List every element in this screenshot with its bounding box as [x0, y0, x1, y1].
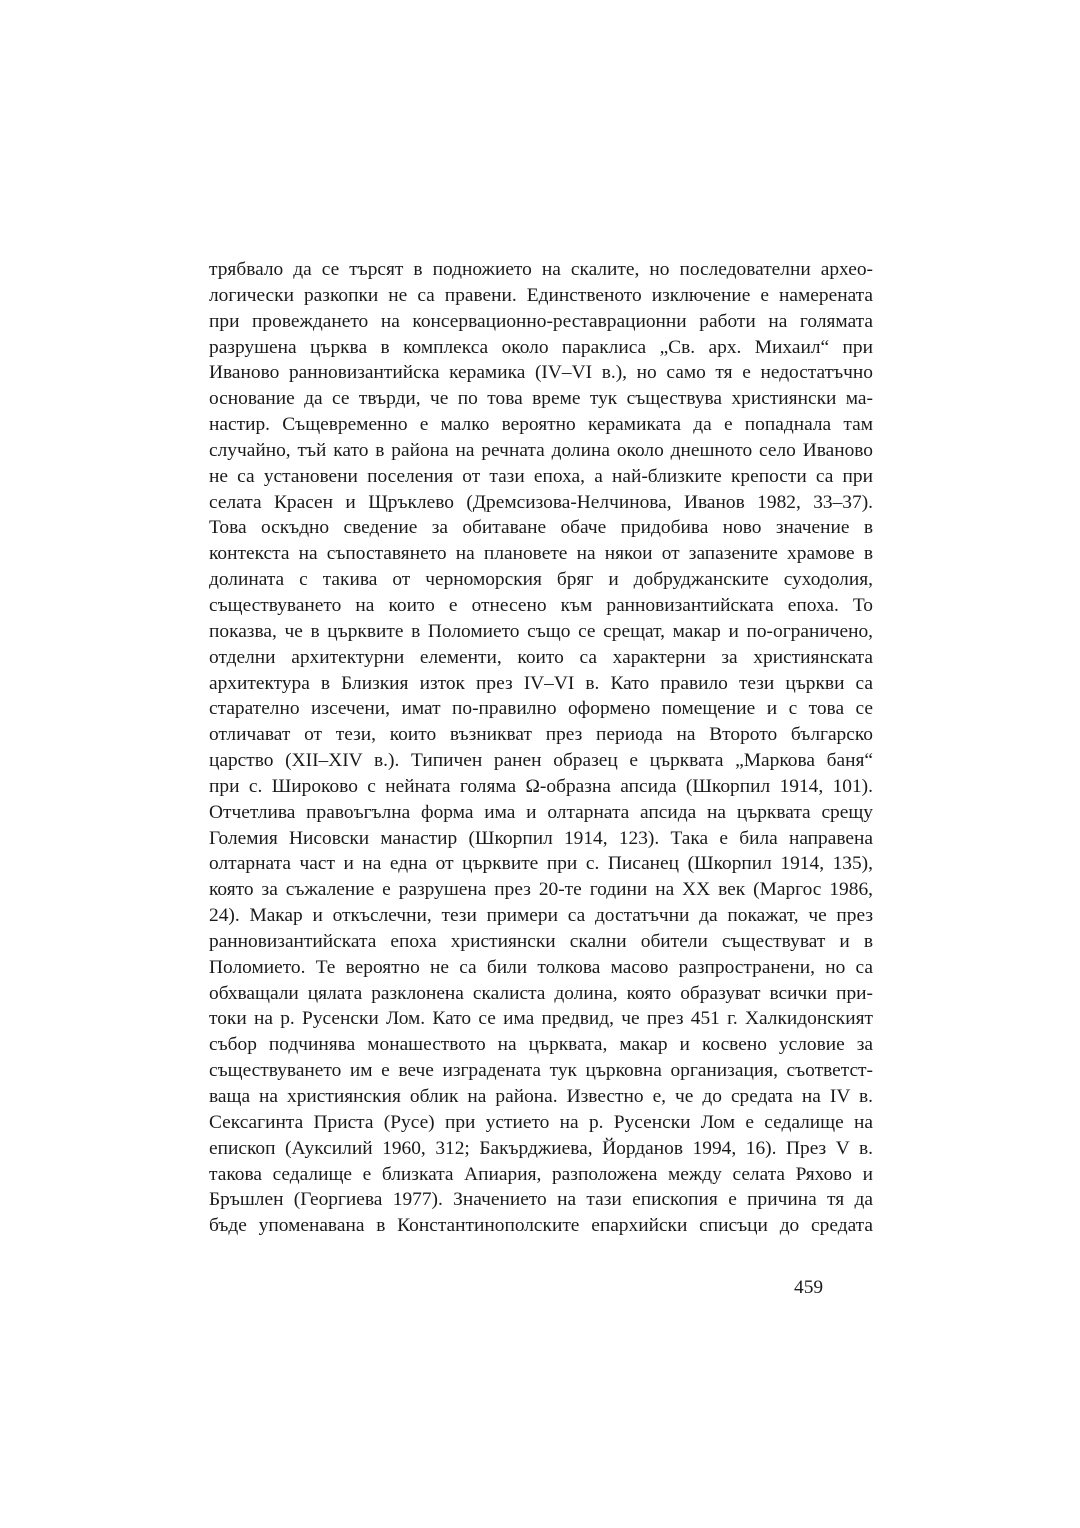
text-line: Сексагинта Приста (Русе) при устието на р. Русенски Лом е седалище на: [209, 1111, 873, 1133]
text-line: Голeмия Нисовски манастир (Шкорпил 1914, 123). Така е била направена: [209, 827, 873, 849]
text-line: при провеждането на консервационно-реставрационни работи на голямата: [209, 310, 873, 332]
text-line: показва, че в църквите в Поломието също се срещат, макар и по-ограничено,: [209, 620, 873, 642]
page-number: 459: [794, 1277, 824, 1298]
text-line: старателно изсечени, имат по-правилно оформено помещение и с това се: [209, 698, 873, 720]
text-line: логически разкопки не са правени. Единственото изключение е намерената: [209, 284, 873, 306]
text-line: токи на р. Русенски Лом. Като се има предвид, че през 451 г. Халкидонският: [209, 1008, 873, 1030]
text-line: такова седалище е близката Апиария, разположена между селата Ряхово и: [209, 1163, 873, 1185]
text-line: не са установени поселения от тази епоха, а най-близките крепости са при: [209, 465, 873, 487]
text-line: ранновизантийската епоха християнски скални обители съществуват и в: [209, 930, 873, 952]
text-line: олтарната част и на една от църквите при с. Писанец (Шкорпил 1914, 135),: [209, 853, 873, 875]
text-line: настир. Същевременно е малко вероятно керамиката да е попаднала там: [209, 414, 873, 436]
text-line: която за съжаление е разрушена през 20-те години на XX век (Маргос 1986,: [209, 879, 873, 901]
text-line: при с. Широково с нейната голяма Ω-образна апсида (Шкорпил 1914, 101).: [209, 775, 873, 797]
text-line: отделни архитектурни елементи, които са характерни за християнската: [209, 646, 873, 668]
text-line: съществуването им е вече изградената тук църковна организация, съответст-: [209, 1060, 873, 1082]
text-line: трябвало да се търсят в подножието на скалите, но последователни архео-: [209, 259, 873, 280]
text-line: Това оскъдно сведение за обитаване обаче придобива ново значение в: [209, 517, 873, 539]
text-line: събор подчинява монашеството на църквата, макар и косвено условие за: [209, 1034, 873, 1056]
text-line: Бръшлен (Георгиева 1977). Значението на тази епископия е причина тя да: [209, 1189, 873, 1211]
text-line: архитектура в Близкия изток през IV–VI в. Като правило тези църкви са: [209, 672, 873, 694]
text-line: разрушена църква в комплекса около параклиса „Св. арх. Михаил“ при: [209, 336, 873, 358]
text-line: селата Красен и Щръклево (Дремсизова-Нелчинова, Иванов 1982, 33–37).: [209, 491, 873, 513]
text-line: Отчетлива правоъгълна форма има и олтарната апсида на църквата срещу: [209, 801, 873, 823]
text-line: отличават от тези, които възникват през периода на Второто българско: [209, 724, 873, 746]
text-line: случайно, тъй като в района на речната долина около днешното село Иваново: [209, 439, 873, 461]
text-line: Поломието. Те вероятно не са били толкова масово разпространени, но са: [209, 956, 873, 978]
text-line: Иваново ранновизантийска керамика (IV–VI в.), но само тя е недостатъчно: [209, 362, 873, 384]
text-line: ваща на християнския облик на района. Известно е, че до средата на IV в.: [209, 1086, 873, 1107]
text-line: 24). Макар и откъслечни, тези примери са достатъчни да покажат, че през: [209, 905, 873, 927]
text-line: епископ (Ауксилий 1960, 312; Бакърджиева, Йорданов 1994, 16). През V в.: [209, 1137, 873, 1159]
text-line: контекста на съпоставянето на плановете на някои от запазените храмове в: [209, 543, 873, 565]
text-line: основание да се твърди, че по това време тук съществува християнски ма-: [209, 388, 873, 410]
text-line: бъде упоменавана в Константинополските епархийски списъци до средата: [209, 1215, 873, 1237]
text-line: съществуването на които е отнесено към ранновизантийската епоха. То: [209, 594, 873, 616]
text-line: царство (XII–XIV в.). Типичен ранен образец е църквата „Маркова баня“: [209, 750, 873, 772]
text-line: долината с такива от черноморския бряг и добруджанските суходолия,: [209, 569, 873, 591]
text-line: обхващали цялата разклонена скалиста долина, която образуват всички при-: [209, 982, 873, 1004]
body-text: [209, 257, 873, 1239]
